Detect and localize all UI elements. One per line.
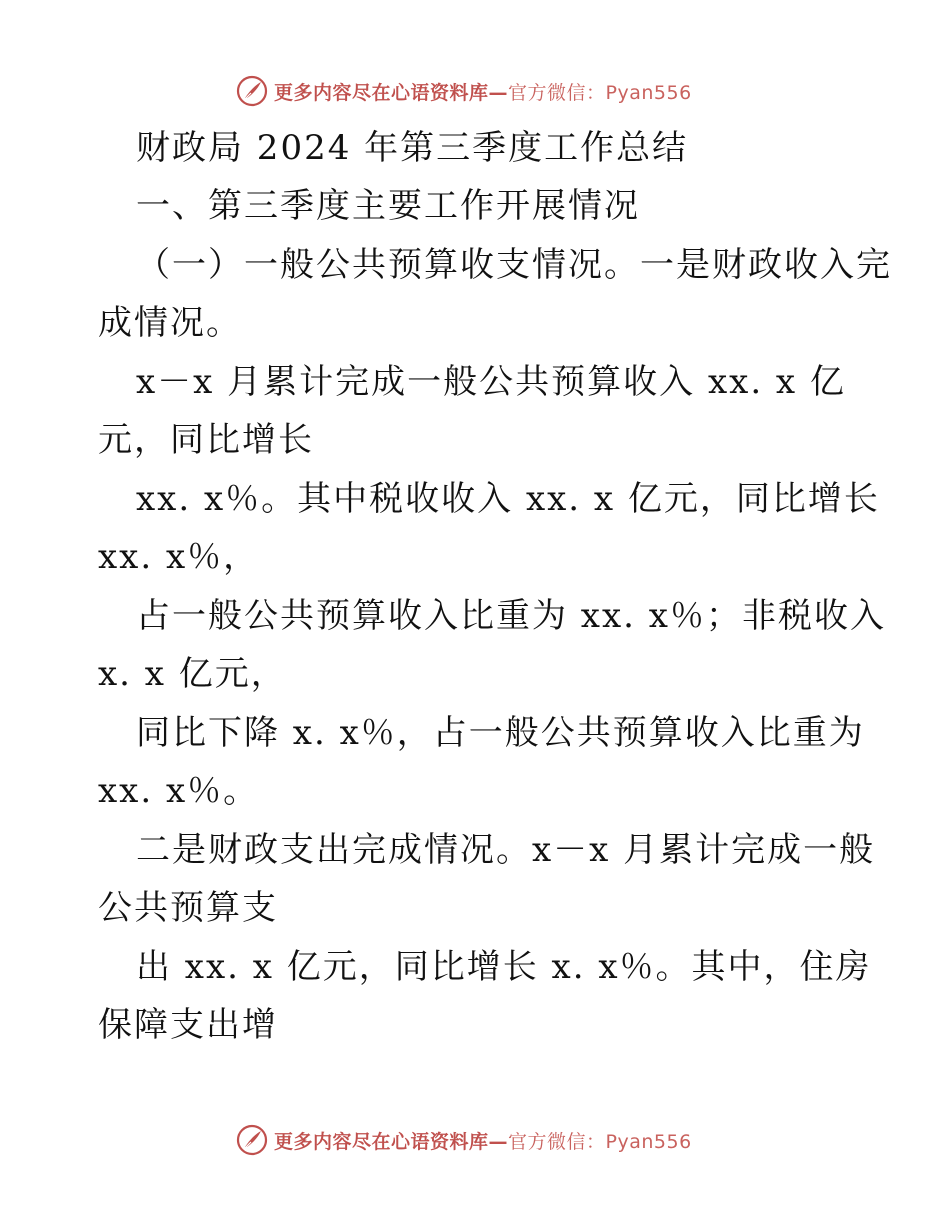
section-heading: 一、第三季度主要工作开展情况 [136,186,640,226]
paragraph-line: xx. x％。其中税收收入 xx. x 亿元，同比增长 [136,479,880,519]
footer-watermark [236,1123,692,1157]
paragraph-line: 元，同比增长 [98,420,314,460]
paragraph-line: 保障支出增 [98,1005,278,1045]
paragraph-line: 同比下降 x. x％，占一般公共预算收入比重为 [136,713,865,753]
paragraph-line: x－x 月累计完成一般公共预算收入 xx. x 亿 [136,362,846,402]
watermark-main-text: 更多内容尽在心语资料库 [274,81,489,104]
watermark-contact: 官方微信：Pyan556 [508,1130,692,1153]
watermark-text [274,1127,692,1154]
paragraph-line: 二是财政支出完成情况。x－x 月累计完成一般 [136,830,876,870]
paragraph-line: xx. x％， [98,537,260,577]
watermark-dash: — [488,1130,509,1153]
paragraph-line: 成情况。 [98,303,242,343]
paragraph-line: x. x 亿元， [98,654,287,694]
feather-pen-logo-icon [236,1124,268,1156]
document-title: 财政局 2024 年第三季度工作总结 [136,128,689,168]
paragraph-line: xx. x％。 [98,771,260,811]
paragraph-line: 占一般公共预算收入比重为 xx. x％；非税收入 [136,596,886,636]
watermark-main-text: 更多内容尽在心语资料库 [274,1130,489,1153]
header-watermark [236,74,692,108]
paragraph-line: 公共预算支 [98,888,278,928]
paragraph-line: （一）一般公共预算收支情况。一是财政收入完 [136,245,892,285]
watermark-contact: 官方微信：Pyan556 [508,81,692,104]
watermark-text [274,78,692,105]
paragraph-line: 出 xx. x 亿元，同比增长 x. x％。其中，住房 [136,947,872,987]
watermark-dash: — [488,81,509,104]
feather-pen-logo-icon [236,75,268,107]
